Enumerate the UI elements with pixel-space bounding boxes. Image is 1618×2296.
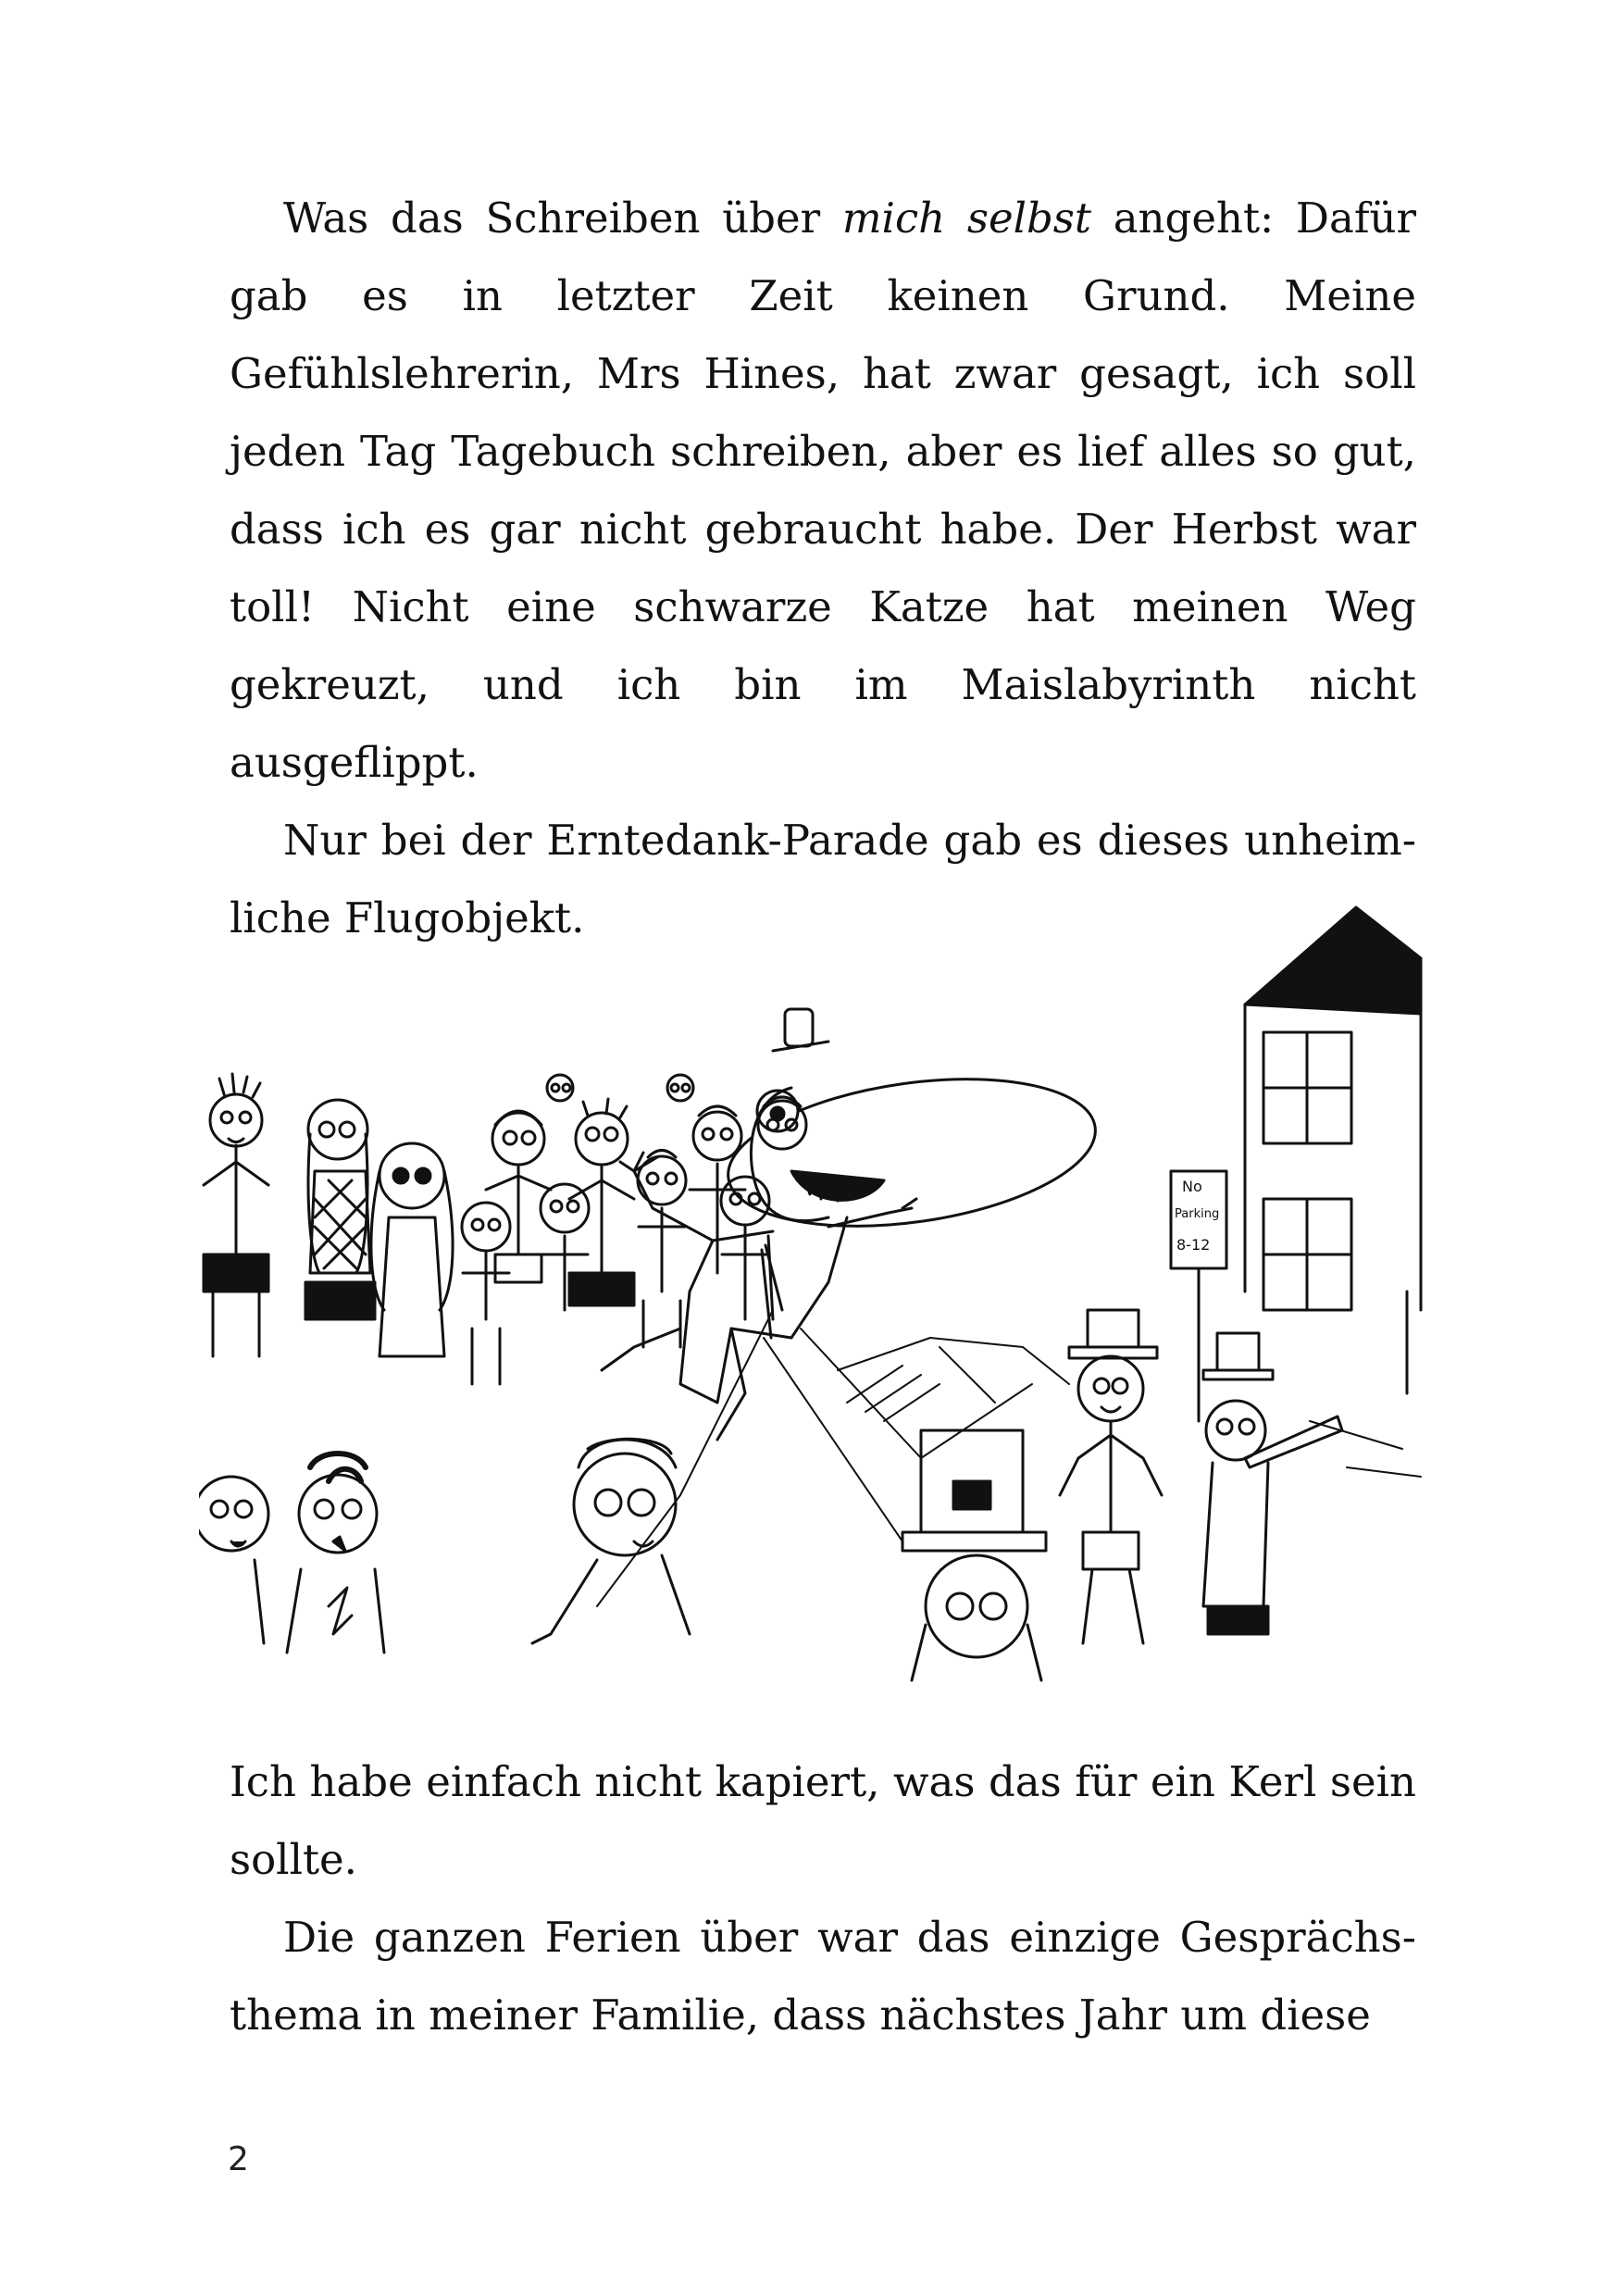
- no-parking-sign: [1171, 1171, 1226, 1421]
- paragraph-2-text: Nur bei der Erntedank-Parade gab es dieses unheimliche Flugobjekt.: [230, 816, 1416, 942]
- paragraph-1-emphasis: mich selbst: [841, 193, 1091, 243]
- paragraph-3: Ich habe einfach nicht kapiert, was das für ein Kerl sein sollte.: [230, 1757, 1416, 1884]
- paragraph-1: [230, 180, 1416, 802]
- crowd-foreground-left: [199, 1439, 690, 1653]
- crowd-left: [204, 1074, 806, 1384]
- sign-line-2: Parking: [1175, 1207, 1220, 1221]
- paragraph-1-part-3: angeht: Dafür gab es in letzter Zeit keinen Grund. Meine Gefühlslehrerin, Mrs Hines, hat zwar gesagt, ich soll jeden Tag Tagebuch schreiben, aber es lief alles so gut, dass ich es gar nicht gebraucht habe. Der Herbst war toll! Nicht eine schwarze Katze hat meinen Weg gekreuzt, und ich bin im Maislabyrinth nicht ausgeflippt.: [230, 193, 1416, 787]
- parade-balloon: [602, 1009, 1104, 1440]
- crowd-right: [902, 1310, 1342, 1680]
- balloon-strings: [597, 1310, 1032, 1606]
- paragraph-1-part-1: Was das Schreiben über: [283, 193, 842, 243]
- sign-line-3: 8-12: [1176, 1236, 1211, 1254]
- paragraph-4: Die ganzen Ferien über war das einzige Gesprächsthema in meiner Familie, dass nächstes Jahr um diese: [230, 1913, 1416, 2040]
- building-drawing: [1245, 907, 1421, 1393]
- page-number: 2: [228, 2140, 249, 2178]
- bottom-text: [230, 1743, 1416, 2054]
- parade-illustration: [199, 903, 1439, 1699]
- top-text: [230, 180, 1416, 957]
- sign-line-1: No: [1182, 1178, 1202, 1195]
